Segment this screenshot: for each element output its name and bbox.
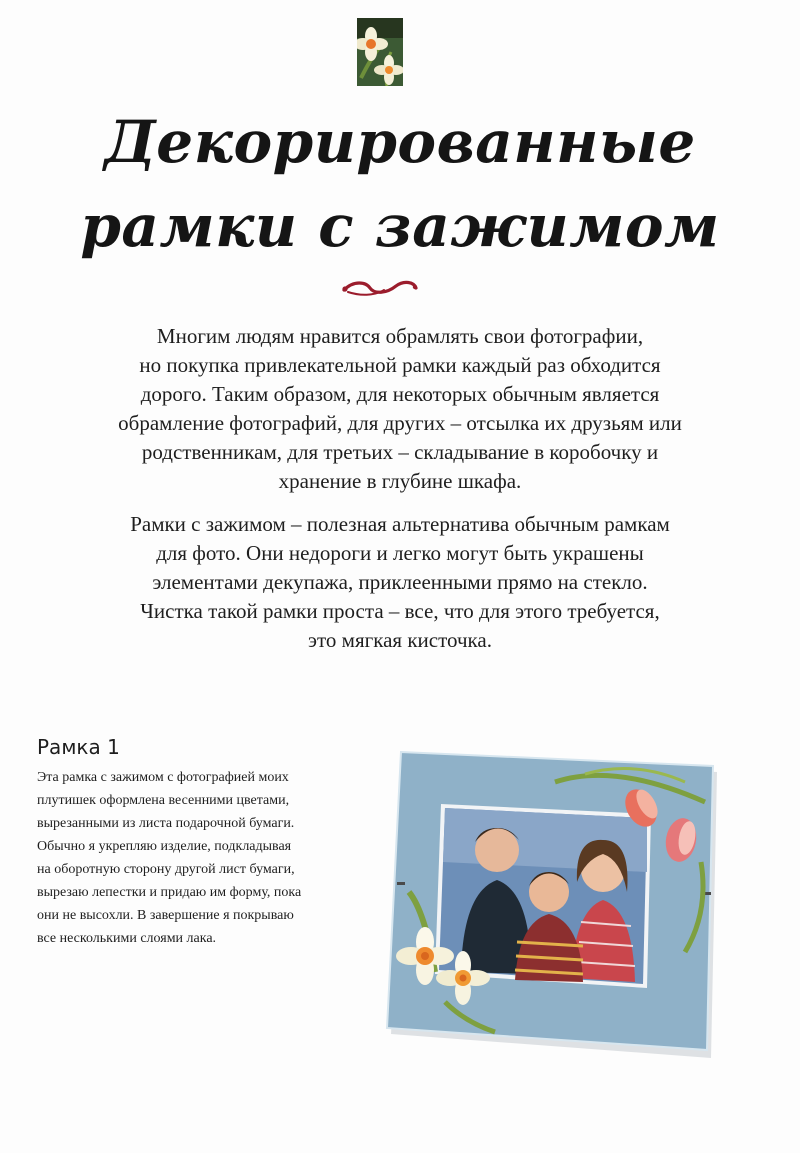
text-line: Многим людям нравится обрамлять свои фотографии,	[156, 324, 644, 348]
intro-text	[30, 322, 770, 669]
text-line: они не высохли. В завершение я покрываю	[37, 908, 294, 923]
text-line: это мягкая кисточка.	[308, 628, 492, 652]
text-line: обрамление фотографий, для других – отсылка их друзьям или	[118, 411, 682, 435]
text-line: вырезанными из листа подарочной бумаги.	[37, 816, 295, 831]
daffodil-thumbnail-icon	[357, 18, 403, 86]
page-title	[0, 100, 800, 268]
frame-heading: Рамка 1	[37, 735, 120, 759]
text-line: вырезаю лепестки и придаю им форму, пока	[37, 885, 302, 900]
intro-paragraph-1	[30, 322, 770, 496]
text-line: Обычно я укрепляю изделие, подкладывая	[37, 839, 292, 854]
text-line: все несколькими слоями лака.	[37, 931, 217, 946]
text-line: для фото. Они недороги и легко могут быть украшены	[156, 541, 644, 565]
text-line: родственникам, для третьих – складывание в коробочку и	[141, 440, 659, 464]
text-line: Эта рамка с зажимом с фотографией моих	[37, 770, 289, 785]
text-line: хранение в глубине шкафа.	[278, 469, 522, 493]
text-line: элементами декупажа, приклеенными прямо на стекло.	[152, 570, 648, 594]
title-line-2: рамки с зажимом	[80, 192, 720, 260]
flourish-ornament-icon	[340, 276, 420, 298]
text-line: Рамки с зажимом – полезная альтернатива обычным рамкам	[130, 512, 670, 536]
frame-description	[37, 766, 377, 950]
text-line: дорого. Таким образом, для некоторых обычным является	[140, 382, 660, 406]
decorated-photo-frame-icon	[385, 742, 725, 1062]
intro-paragraph-2	[30, 510, 770, 655]
text-line: но покупка привлекательной рамки каждый раз обходится	[139, 353, 661, 377]
text-line: Чистка такой рамки проста – все, что для этого требуется,	[140, 599, 660, 623]
title-line-1: Декорированные	[104, 108, 696, 176]
text-line: на оборотную сторону другой лист бумаги,	[37, 862, 295, 877]
text-line: плутишек оформлена весенними цветами,	[37, 793, 290, 808]
